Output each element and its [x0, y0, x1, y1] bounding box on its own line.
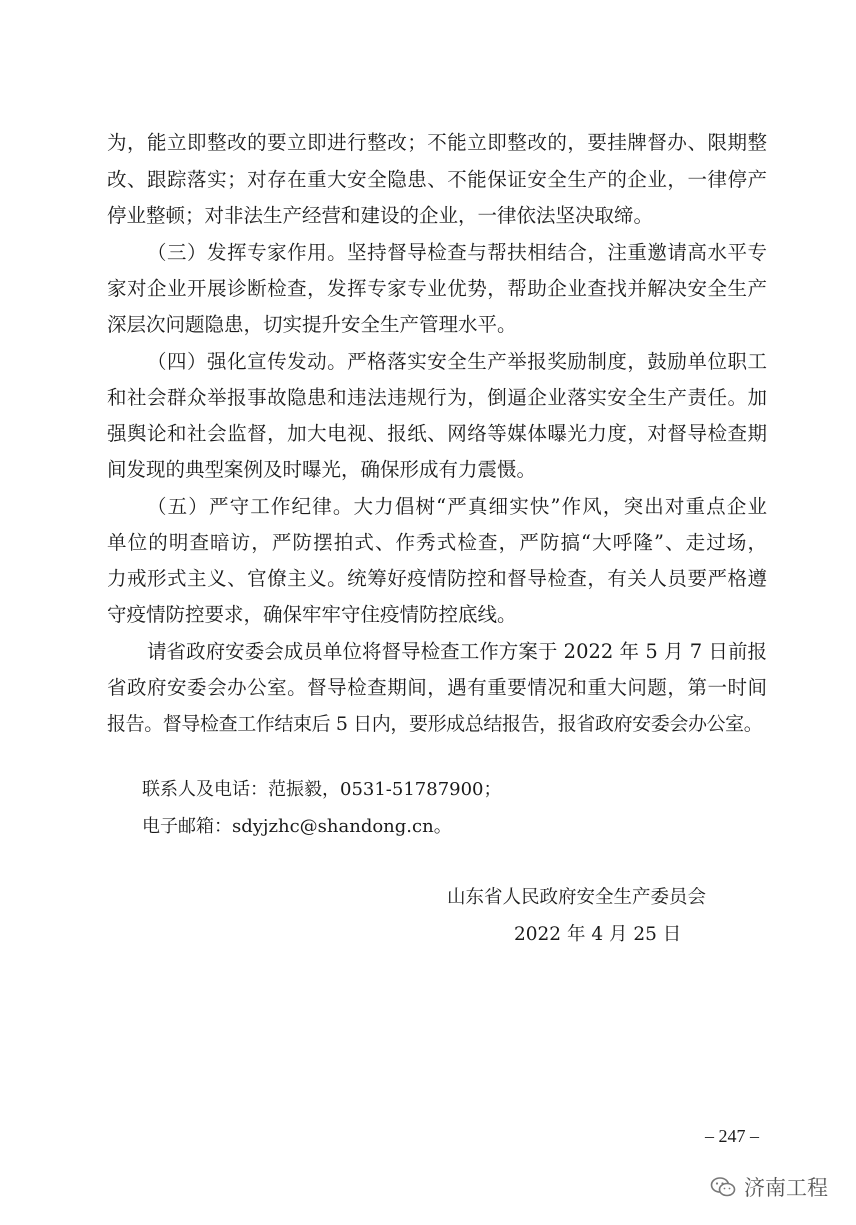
paragraph-line: （三）发挥专家作用。坚持督导检查与帮扶相结合，注重邀请高水平专 — [147, 241, 767, 264]
paragraph-line: （四）强化宣传发动。严格落实安全生产举报奖励制度，鼓励单位职工 — [147, 350, 767, 373]
signature-org: 山东省人民政府安全生产委员会 — [447, 887, 707, 908]
paragraph-line: （五）严守工作纪律。大力倡树“严真细实快”作风，突出对重点企业 — [147, 495, 767, 518]
wechat-icon — [710, 1176, 736, 1198]
paragraph-line: 为，能立即整改的要立即进行整改；不能立即整改的，要挂牌督办、限期整 — [107, 131, 767, 154]
paragraph-line: 和社会群众举报事故隐患和违法违规行为，倒逼企业落实安全生产责任。加 — [107, 386, 767, 409]
contact-email: 电子邮箱：sdyjzhc@shandong.cn。 — [142, 816, 452, 837]
paragraph-line: 报告。督导检查工作结束后 5 日内，要形成总结报告，报省政府安委会办公室。 — [107, 713, 763, 735]
page-number: – 247 – — [705, 1126, 759, 1146]
watermark-text: 济南工程 — [744, 1176, 828, 1200]
paragraph-line: 家对企业开展诊断检查，发挥专家专业优势，帮助企业查找并解决安全生产 — [107, 277, 767, 300]
paragraph-line: 深层次问题隐患，切实提升安全生产管理水平。 — [107, 313, 517, 336]
paragraph-line: 单位的明查暗访，严防摆拍式、作秀式检查，严防搞“大呼隆”、走过场， — [107, 531, 767, 554]
paragraph-line: 省政府安委会办公室。督导检查期间，遇有重要情况和重大问题，第一时间 — [107, 676, 767, 699]
paragraph-line: 停业整顿；对非法生产经营和建设的企业，一律依法坚决取缔。 — [107, 204, 654, 227]
paragraph-line: 强舆论和社会监督，加大电视、报纸、网络等媒体曝光力度，对督导检查期 — [107, 422, 767, 445]
paragraph-line: 间发现的典型案例及时曝光，确保形成有力震慑。 — [107, 458, 537, 481]
paragraph-line: 守疫情防控要求，确保牢牢守住疫情防控底线。 — [107, 603, 517, 626]
paragraph-line: 改、跟踪落实；对存在重大安全隐患、不能保证安全生产的企业，一律停产 — [107, 168, 767, 191]
paragraph-line: 力戒形式主义、官僚主义。统筹好疫情防控和督导检查，有关人员要严格遵 — [107, 567, 767, 590]
signature-date: 2022 年 4 月 25 日 — [514, 924, 682, 945]
paragraph-line: 请省政府安委会成员单位将督导检查工作方案于 2022 年 5 月 7 日前报 — [147, 640, 767, 663]
contact-phone: 联系人及电话：范振毅，0531-51787900； — [142, 779, 502, 800]
watermark — [710, 1172, 828, 1202]
